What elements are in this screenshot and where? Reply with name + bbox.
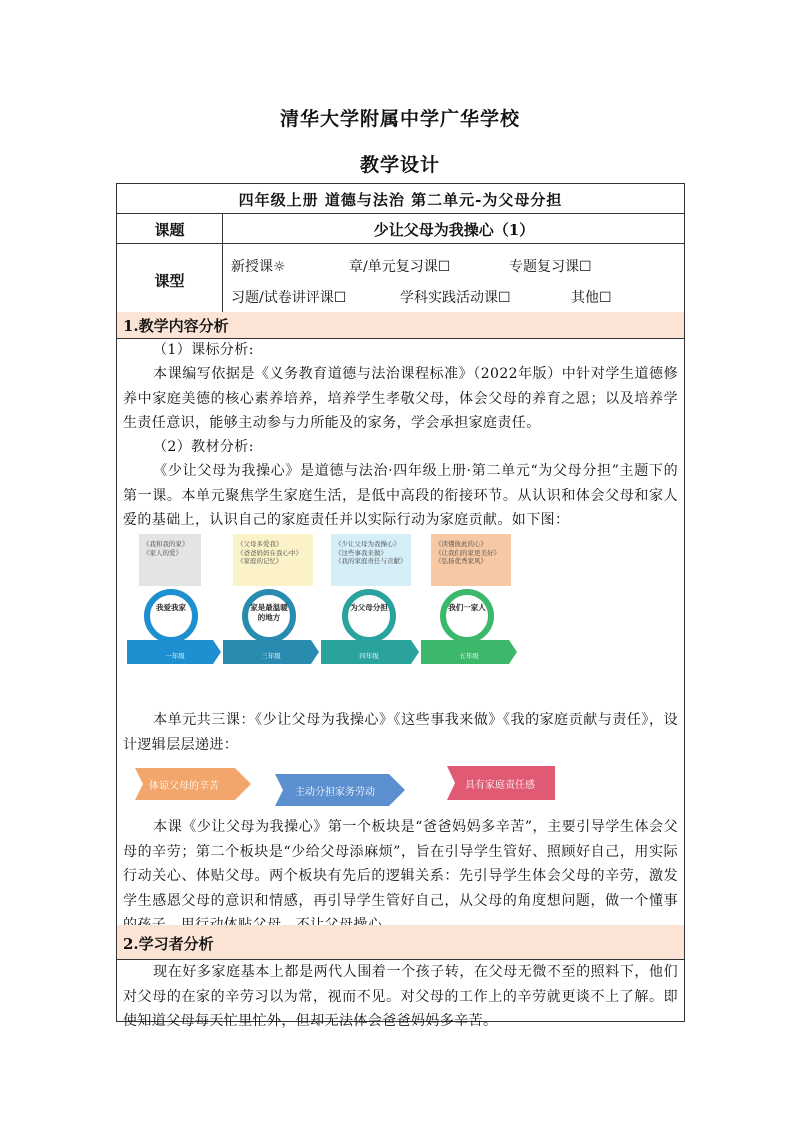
type-label: 课型 xyxy=(154,272,185,290)
type-option-practice[interactable]: 学科实践活动课☐ xyxy=(400,290,511,306)
school-name: 清华大学附属中学广华学校 xyxy=(279,108,520,130)
type-option-exercise[interactable]: 习题/试卷讲评课☐ xyxy=(231,290,347,306)
flow-step-1-label: 体谅父母的辛苦 xyxy=(149,781,219,792)
learner-analysis-text: 现在好多家庭基本上都是两代人围着一个孩子转，在父母无微不至的照料下，他们对父母的在家的辛劳习以为常，视而不见。对父母的工作上的辛劳就更谈不上了解。即使知道父母每天忙里忙外，但却无法体会爸爸妈妈多辛苦。 xyxy=(123,964,678,1029)
lesson-box-text-3: 《父母多爱我》 《爸爸妈妈在我心中》 《家庭的记忆》 xyxy=(237,540,302,565)
type-option-topic-review[interactable]: 专题复习课☐ xyxy=(509,259,592,275)
unit-progression-diagram xyxy=(125,528,525,678)
unit-lessons-text: 本单元共三课：《少让父母为我操心》《这些事我来做》《我的家庭贡献与责任》，设计逻辑层层递进： xyxy=(123,712,678,753)
stage-label-1: 我爱我家 xyxy=(156,603,186,612)
standard-analysis-heading: （1）课标分析: xyxy=(153,342,254,358)
section-title-learner-analysis: 2.学习者分析 xyxy=(117,925,684,959)
type-option-other[interactable]: 其他☐ xyxy=(571,290,612,306)
flow-step-3-label: 具有家庭责任感 xyxy=(465,780,535,791)
section-title-content-analysis: 1.教学内容分析 xyxy=(117,312,684,338)
unit-title: 四年级上册 道德与法治 第二单元-为父母分担 xyxy=(238,191,563,209)
standard-analysis-text: 本课编写依据是《义务教育道德与法治课程标准》（2022年版）中针对学生道德修养中家庭美德的核心素养培养，培养学生孝敬父母，体会父母的养育之恩；以及培养学生责任意识，能够主动参与力所能及的家务，学会承担家庭责任。 xyxy=(123,366,678,431)
stage-circle-4 xyxy=(345,592,393,640)
textbook-analysis-heading: （2）教材分析: xyxy=(153,439,254,455)
stage-label-3: 家是最温暖的地方 xyxy=(250,603,288,622)
textbook-analysis-text: 《少让父母为我操心》是道德与法治·四年级上册·第二单元“为父母分担”主题下的第一课。本单元聚焦学生家庭生活，是低中高段的衔接环节。从认识和体会父母和家人爱的基础上，认识自己的家庭责任并以实际行动为家庭贡献。如下图： xyxy=(123,463,678,528)
grade-label-3: 三年级 xyxy=(261,652,281,660)
grade-label-5: 五年级 xyxy=(459,652,479,660)
stage-label-4: 为父母分担 xyxy=(350,603,388,612)
flow-step-2-label: 主动分担家务劳动 xyxy=(295,787,375,798)
grade-label-1: 一年级 xyxy=(165,652,185,660)
lesson-structure-text: 本课《少让父母为我操心》第一个板块是“爸爸妈妈多辛苦”，主要引导学生体会父母的辛劳；第二个板块是“少给父母添麻烦”，旨在引导学生管好、照顾好自己，用实际行动关心、体贴父母。两个板块有先后的逻辑关系：先引导学生体会父母的辛劳，激发学生感恩父母的意识和情感，再引导学生管好自己，从父母的角度想问题，做一个懂事 xyxy=(123,819,678,909)
lesson-box-text-1: 《我和我的家》 《家人的爱》 xyxy=(143,540,189,557)
document-title: 教学设计 xyxy=(359,154,440,176)
lesson-box-text-5: 《读懂彼此的心》 《让我们的家更美好》 《弘扬优秀家风》 xyxy=(435,540,500,565)
type-option-unit-review[interactable]: 章/单元复习课☐ xyxy=(349,259,451,275)
grade-label-4: 四年级 xyxy=(359,652,379,660)
row-divider xyxy=(117,213,684,214)
row-divider xyxy=(117,243,684,244)
stage-circle-5 xyxy=(443,592,491,640)
topic-label: 课题 xyxy=(154,221,185,239)
stage-circle-1 xyxy=(147,592,195,640)
lesson-plan-table xyxy=(116,183,685,1029)
lesson-box-text-4: 《少让父母为我操心》 《这些事我来做》 《我的家庭责任与贡献》 xyxy=(335,540,407,565)
stage-label-5: 我们一家人 xyxy=(448,603,486,612)
type-option-new[interactable]: 新授课☼ xyxy=(231,259,286,275)
logic-flow xyxy=(135,764,555,808)
topic-value: 少让父母为我操心（1） xyxy=(373,221,535,239)
